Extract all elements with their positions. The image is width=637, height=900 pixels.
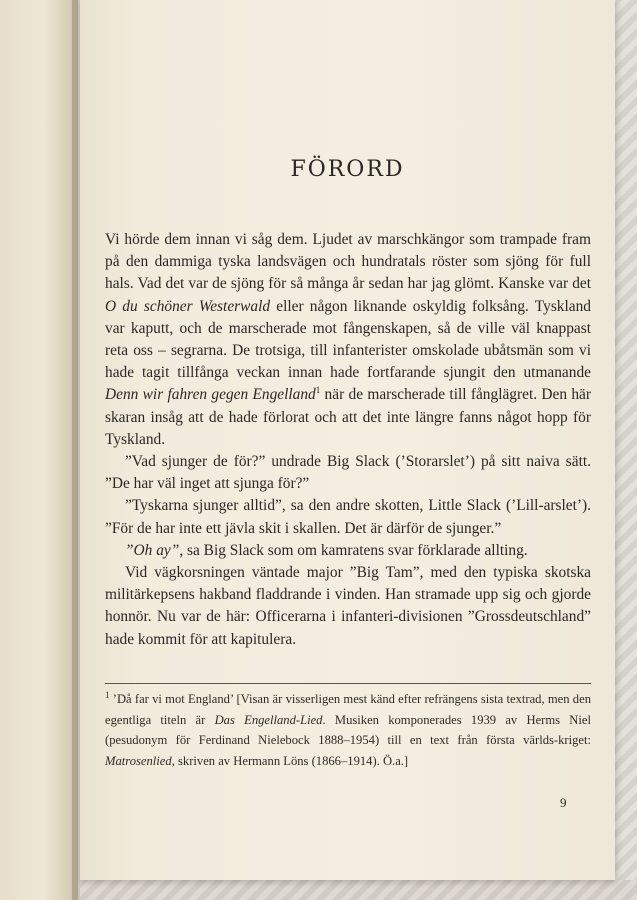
- paragraph-4: [105, 540, 591, 562]
- footnote-marker: 1: [105, 689, 110, 700]
- paragraph-1-text-c: när de marscherade till fånglägret. Den här skaran insåg att de hade förlorat och att det inte längre fanns något hopp för Tyskland.: [105, 386, 591, 448]
- footnote-text-c: , skriven av Hermann Löns (1866–1914). Ö.a.]: [171, 753, 409, 768]
- background-surface: [614, 0, 637, 900]
- left-page-edge: [0, 0, 78, 900]
- footnote-text-a: ’Då far vi mot England’ [Visan är visserligen mest känd efter refrängens sista textrad, men den egentliga titeln är: [105, 692, 591, 727]
- footnote-title-matrosenlied: Matrosenlied: [105, 753, 172, 768]
- page-number: 9: [560, 795, 567, 810]
- footnote: [105, 689, 591, 771]
- footnote-reference[interactable]: 1: [315, 385, 321, 396]
- paragraph-1-text-a: Vi hörde dem innan vi såg dem. Ljudet av marschkängor som trampade fram på den dammiga tyska landsvägen och hundratals röster som sjöng för full hals. Vad det var de sjöng för så många år sedan har jag glömt. Kanske var det: [105, 231, 591, 293]
- body-text: [105, 229, 591, 651]
- paragraph-2: ”Vad sjunger de för?” undrade Big Slack (’Storarslet’) på sitt naiva sätt. ”De har väl inget att sjunga för?”: [105, 453, 591, 493]
- paragraph-1: [105, 229, 591, 451]
- paragraph-5: Vid vägkorsningen väntade major ”Big Tam”, med den typiska skotska militärkepsens hakband fladdrande i vinden. Han stramade upp sig och gjorde honnör. Nu var de här: Officerarna i infanteri-divisionen ”Grossdeutschland” hade kommit för att kapitulera.: [105, 564, 591, 648]
- footnote-title-engelland-lied: Das Engelland-Lied: [214, 712, 323, 727]
- background-surface-bottom: [80, 880, 637, 900]
- chapter-title: FÖRORD: [290, 157, 405, 182]
- oh-ay-italic: ”Oh ay”: [125, 541, 180, 559]
- paragraph-1-text-b: eller någon liknande oskyldig folksång. Tyskland var kaputt, och de marscherade mot fångenskapen, så de ville väl knappast reta oss – segrarna. De trotsiga, till infanterister omskolade ubåtsmän som vi hade tagit tillfånga veckan innan hade fortfarande sjungit den utmanande: [105, 297, 591, 382]
- song-title-engelland: Denn wir fahren gegen Engelland: [105, 386, 316, 404]
- footnote-text-b: . Musiken komponerades 1939 av Herms Niel (pesudonym för Ferdinand Nielebock 1888–1954) till en text från första världs-kriget:: [105, 712, 591, 747]
- footnote-divider: [105, 683, 591, 684]
- paragraph-3: ”Tyskarna sjunger alltid”, sa den andre skotten, Little Slack (’Lill-arslet’). ”För de har inte ett jävla skit i skallen. Det är därför de sjunger.”: [105, 497, 591, 537]
- paragraph-4-text: , sa Big Slack som om kamratens svar förklarade allting.: [179, 541, 528, 559]
- song-title-westerwald: O du schöner Westerwald: [105, 297, 271, 315]
